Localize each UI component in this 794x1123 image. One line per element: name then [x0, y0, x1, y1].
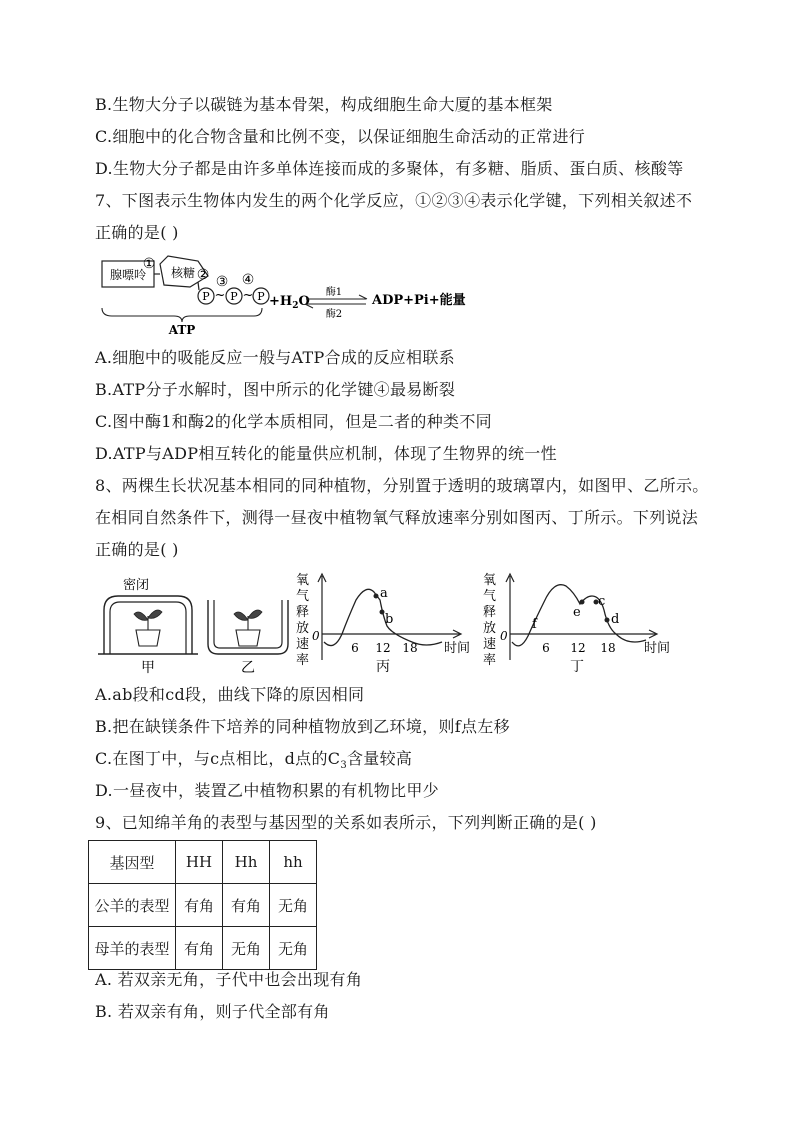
q7-stem-line1: 7、下图表示生物体内发生的两个化学反应，①②③④表示化学键，下列相关叙述不	[95, 191, 693, 210]
table-cell: 无角	[270, 884, 317, 927]
origin-label: 0	[312, 629, 320, 643]
svg-text:气: 气	[483, 589, 497, 604]
svg-text:P: P	[202, 290, 210, 303]
plant-pot	[236, 630, 260, 646]
svg-text:氧: 氧	[483, 573, 497, 588]
tick-18: 18	[600, 641, 616, 655]
point-f: f	[532, 617, 537, 632]
q7-option-b: B.ATP分子水解时，图中所示的化学键④最易断裂	[95, 380, 456, 399]
q6-option-b: B.生物大分子以碳链为基本骨架，构成细胞生命大厦的基本框架	[95, 95, 553, 114]
point-d: d	[611, 612, 620, 627]
sealed-jar-jia	[98, 577, 198, 676]
svg-text:氧: 氧	[296, 573, 310, 588]
enzyme-2-label: 酶2	[325, 309, 343, 320]
point-b: b	[385, 612, 394, 627]
graph-ding	[483, 573, 670, 675]
point-e: e	[573, 605, 581, 620]
table-row	[89, 884, 317, 927]
bond-3-label: ③	[215, 274, 229, 290]
origin-label: 0	[500, 629, 508, 643]
table-cell: 无角	[270, 927, 317, 970]
q8-option-b: B.把在缺镁条件下培养的同种植物放到乙环境，则f点左移	[95, 717, 510, 736]
point-c: c	[598, 594, 606, 609]
sealed-label: 密闭	[122, 578, 150, 593]
q8-option-a: A.ab段和cd段，曲线下降的原因相同	[95, 685, 365, 704]
svg-text:速: 速	[483, 637, 497, 652]
enzyme-1-label: 酶1	[325, 287, 343, 298]
svg-text:P: P	[257, 290, 265, 303]
table-row	[89, 927, 317, 970]
table-header-row	[89, 841, 317, 884]
table-cell: 公羊的表型	[89, 884, 176, 927]
svg-text:释: 释	[483, 605, 497, 620]
table-cell: 无角	[223, 927, 270, 970]
bond-4-label: ④	[241, 272, 255, 288]
bond-1-label: ①	[142, 256, 156, 272]
adenine-label: 腺嘌呤	[109, 268, 147, 282]
table-cell: 有角	[176, 884, 223, 927]
q8-stem-line3: 正确的是( )	[95, 540, 179, 559]
water-label: $+H_2O$	[269, 294, 310, 311]
table-header-cell: 基因型	[89, 841, 176, 884]
svg-text:放: 放	[483, 621, 497, 636]
atp-brace	[102, 308, 262, 322]
svg-text:率: 率	[483, 653, 497, 668]
tick-18: 18	[402, 641, 418, 655]
atp-reaction-diagram	[96, 252, 476, 338]
point-a: a	[380, 586, 388, 601]
q7-stem-line2: 正确的是( )	[95, 223, 179, 242]
q9-option-a: A. 若双亲无角，子代中也会出现有角	[95, 970, 363, 989]
plant-oxygen-figure	[96, 570, 696, 678]
jar-yi-label: 乙	[241, 660, 255, 676]
svg-text:P: P	[230, 290, 238, 303]
y-axis-label	[296, 573, 309, 668]
q7-option-a: A.细胞中的吸能反应一般与ATP合成的反应相联系	[95, 348, 455, 367]
q6-option-d: D.生物大分子都是由许多单体连接而成的多聚体，有多糖、脂质、蛋白质、核酸等	[95, 159, 684, 178]
q8-option-c: C.在图丁中，与c点相比，d点的$C_3$含量较高	[95, 749, 413, 772]
q6-option-c: C.细胞中的化合物含量和比例不变，以保证细胞生命活动的正常进行	[95, 127, 586, 146]
svg-text:放: 放	[296, 621, 310, 636]
bond-2-label: ②	[196, 267, 210, 283]
table-header-cell: Hh	[223, 841, 270, 884]
table-header-cell: hh	[270, 841, 317, 884]
q7-option-d: D.ATP与ADP相互转化的能量供应机制，体现了生物界的统一性	[95, 444, 557, 463]
tick-6: 6	[542, 641, 550, 655]
atp-brace-label: ATP	[168, 323, 196, 337]
table-header-cell: HH	[176, 841, 223, 884]
svg-text:速: 速	[296, 637, 310, 652]
tick-12: 12	[570, 641, 586, 655]
q7-option-c: C.图中酶1和酶2的化学本质相同，但是二者的种类不同	[95, 412, 492, 431]
table-cell: 有角	[176, 927, 223, 970]
graph-ding-label: 丁	[570, 659, 584, 675]
open-jar-yi	[208, 600, 288, 676]
q8-option-d: D.一昼夜中，装置乙中植物积累的有机物比甲少	[95, 781, 439, 800]
ribose-label: 核糖	[170, 266, 196, 280]
graph-bing-label: 丙	[376, 659, 390, 675]
y-axis-label	[483, 573, 496, 668]
tick-12: 12	[375, 641, 391, 655]
table-cell: 有角	[223, 884, 270, 927]
x-axis-label: 时间	[444, 641, 471, 656]
q8-stem-line2: 在相同自然条件下，测得一昼夜中植物氧气释放速率分别如图丙、丁所示。下列说法	[95, 508, 699, 527]
q9-stem: 9、已知绵羊角的表型与基因型的关系如表所示，下列判断正确的是( )	[95, 813, 597, 832]
table-cell: 母羊的表型	[89, 927, 176, 970]
q9-option-b: B. 若双亲有角，则子代全部有角	[95, 1002, 330, 1021]
x-axis-label: 时间	[644, 641, 671, 656]
genotype-phenotype-table	[88, 840, 317, 970]
graph-bing	[296, 573, 470, 675]
jar-jia-label: 甲	[141, 660, 155, 676]
svg-text:~: ~	[242, 288, 254, 303]
plant-pot	[136, 630, 160, 646]
svg-text:~: ~	[214, 288, 226, 303]
svg-text:率: 率	[296, 653, 310, 668]
svg-text:释: 释	[296, 605, 310, 620]
products-label: ADP+Pi+能量	[372, 293, 466, 308]
q8-stem-line1: 8、两棵生长状况基本相同的同种植物，分别置于透明的玻璃罩内，如图甲、乙所示。	[95, 476, 709, 495]
tick-6: 6	[351, 641, 359, 655]
svg-text:气: 气	[296, 589, 310, 604]
